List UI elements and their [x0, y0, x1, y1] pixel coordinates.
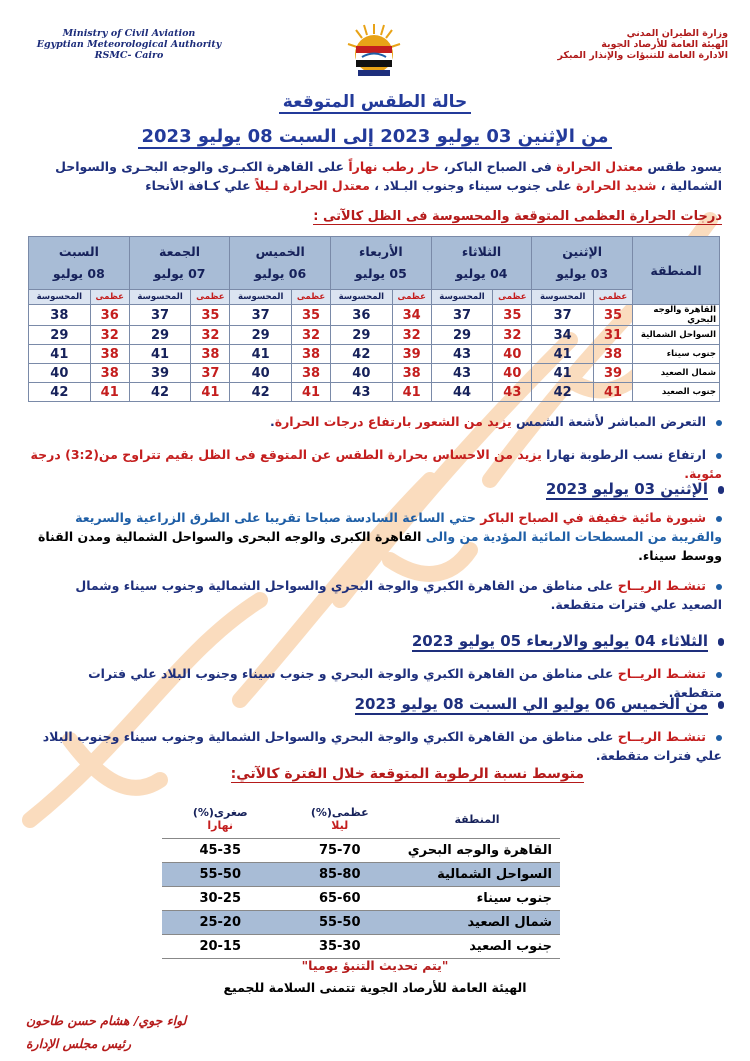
feels-temp-cell: 42: [331, 345, 393, 364]
temperature-table: [28, 236, 720, 402]
max-temp-cell: 38: [292, 345, 331, 364]
feels-subheader: المحسوسة: [230, 290, 292, 305]
max-temp-cell: 39: [392, 345, 431, 364]
daily-update-note: "يتم تحديث التنبؤ يوميا": [301, 958, 449, 973]
hum-max-cell: 65-60: [278, 887, 401, 911]
max-subheader: عظمى: [292, 290, 331, 305]
feels-temp-cell: 29: [129, 326, 191, 345]
page-title: [0, 92, 750, 112]
day3-wind: [32, 727, 722, 765]
intro-highlight: شديد الحرارة: [575, 178, 657, 193]
feels-temp-cell: 44: [431, 383, 493, 402]
max-temp-cell: 41: [292, 383, 331, 402]
humidity-header-row: [162, 800, 560, 839]
hum-min-cell: 20-15: [162, 935, 278, 959]
fog-text: حتي الساعة السادسة صباحا تقريبا على الطرق الزراعية والسريعة والقريبة من المسطحات المائية المؤدية من والى: [75, 510, 722, 544]
max-temp-cell: 35: [191, 305, 230, 326]
header-en-line: RSMC- Cairo: [94, 50, 164, 61]
max-subheader: عظمى: [493, 290, 532, 305]
max-temp-cell: 34: [392, 305, 431, 326]
intro-text: يسود طقس: [643, 159, 722, 174]
fog-highlight: شبورة مائية خفيفة في الصباح الباكر: [480, 510, 706, 525]
day-header: [431, 237, 532, 290]
feels-temp-cell: 43: [331, 383, 393, 402]
max-temp-cell: 38: [90, 345, 129, 364]
max-temp-cell: 35: [493, 305, 532, 326]
wind-text: على مناطق من القاهرة الكبري والوجة البحري والسواحل الشمالية وجنوب سيناء وشمال الصعيد علي فترات متقطعة.: [75, 578, 722, 612]
max-temp-cell: 35: [292, 305, 331, 326]
day-name: السبت: [58, 244, 99, 259]
hum-max-header: [278, 800, 401, 839]
day1-heading-text: الإثنين 03 يوليو 2023: [545, 480, 708, 498]
authority-logo-icon: [342, 20, 406, 84]
max-temp-cell: 37: [191, 364, 230, 383]
wind-highlight: تنشـط الريــاح: [617, 729, 706, 744]
max-temp-cell: 38: [90, 364, 129, 383]
feels-temp-cell: 42: [230, 383, 292, 402]
day-name: الإثنين: [562, 244, 603, 259]
feels-subheader: المحسوسة: [532, 290, 594, 305]
max-temp-cell: 39: [593, 364, 632, 383]
max-temp-cell: 38: [191, 345, 230, 364]
feels-subheader: المحسوسة: [331, 290, 393, 305]
hum-region-cell: السواحل الشمالية: [401, 863, 560, 887]
feels-temp-cell: 40: [331, 364, 393, 383]
bullet-icon: [716, 672, 722, 678]
table-row: [29, 383, 720, 402]
bullet-icon: [716, 453, 722, 459]
note-sun: [122, 412, 722, 431]
table-row: [162, 911, 560, 935]
humidity-table: [162, 800, 560, 959]
day-date: 08 يوليو: [52, 266, 105, 281]
day-name: الجمعة: [159, 244, 201, 259]
hum-min-cell: 45-35: [162, 839, 278, 863]
intro-paragraph: [22, 157, 722, 195]
max-temp-cell: 31: [593, 326, 632, 345]
feels-temp-cell: 29: [431, 326, 493, 345]
feels-temp-cell: 43: [431, 345, 493, 364]
region-cell: السواحل الشمالية: [633, 326, 720, 345]
day3-heading: [355, 695, 724, 713]
hum-max-label: عظمى(%): [310, 806, 369, 819]
forecast-period-text: من الإثنين 03 يوليو 2023 إلى السبت 08 يوليو 2023: [138, 126, 613, 149]
header-ar-line: الهيئة العامة للأرصاد الجوية: [601, 39, 728, 50]
intro-highlight: معتدل الحرارة: [556, 159, 644, 174]
feels-temp-cell: 41: [29, 345, 91, 364]
hum-region-cell: جنوب سيناء: [401, 887, 560, 911]
max-temp-cell: 32: [493, 326, 532, 345]
max-temp-cell: 41: [90, 383, 129, 402]
fog-areas: القاهرة الكبرى والوجه البحرى والسواحل الشمالية ومدن القناة ووسط سيناء.: [37, 529, 722, 563]
bullet-icon: [718, 486, 724, 494]
bullet-icon: [716, 420, 722, 426]
max-temp-cell: 41: [191, 383, 230, 402]
feels-temp-cell: 29: [29, 326, 91, 345]
max-temp-cell: 40: [493, 345, 532, 364]
day-name: الثلاثاء: [461, 244, 502, 259]
max-subheader: عظمى: [593, 290, 632, 305]
hum-region-header: المنطقة: [401, 800, 560, 839]
note-text: التعرض المباشر لأشعة الشمس: [511, 414, 706, 429]
hum-min-cell: 25-20: [162, 911, 278, 935]
table-row: [29, 345, 720, 364]
hum-max-sub: ليلا: [331, 819, 349, 832]
intro-highlight: معتدل الحرارة لـيلاً: [254, 178, 370, 193]
hum-region-cell: شمال الصعيد: [401, 911, 560, 935]
note-highlight: يزيد من الاحساس بحرارة الطقس: [335, 447, 542, 462]
day-header: [331, 237, 432, 290]
table-row: [162, 935, 560, 959]
table-row: [29, 364, 720, 383]
max-subheader: عظمى: [392, 290, 431, 305]
hum-min-label: صغرى(%): [192, 806, 248, 819]
day-date: 05 يوليو: [354, 266, 407, 281]
max-temp-cell: 38: [292, 364, 331, 383]
feels-temp-cell: 41: [129, 345, 191, 364]
hum-min-cell: 55-50: [162, 863, 278, 887]
day1-heading: [546, 480, 724, 498]
max-temp-cell: 38: [392, 364, 431, 383]
note-highlight: يزيد من الشعور بارتفاع درجات الحرارة: [274, 414, 512, 429]
feels-temp-cell: 42: [532, 383, 594, 402]
max-temp-cell: 35: [593, 305, 632, 326]
day2-heading-text: الثلاثاء 04 يوليو والاربعاء 05 يوليو 2023: [411, 632, 708, 650]
humidity-heading: متوسط نسبة الرطوبة المتوقعة خلال الفترة كالآتي:: [230, 766, 584, 782]
signature-title: رئيس مجلس الإدارة: [26, 1036, 131, 1051]
day-header: [29, 237, 130, 290]
header-ar-line: وزارة الطيران المدني: [626, 28, 728, 39]
hum-region-cell: القاهرة والوجه البحري: [401, 839, 560, 863]
region-cell: جنوب الصعيد: [633, 383, 720, 402]
intro-text: علي كـافة الأنحاء: [145, 178, 255, 193]
hum-min-sub: نهارا: [207, 819, 234, 832]
feels-subheader: المحسوسة: [29, 290, 91, 305]
feels-temp-cell: 41: [532, 345, 594, 364]
hum-min-header: [162, 800, 278, 839]
feels-temp-cell: 42: [129, 383, 191, 402]
max-subheader: عظمى: [90, 290, 129, 305]
region-cell: القاهرة والوجه البحري: [633, 305, 720, 326]
max-temp-cell: 41: [593, 383, 632, 402]
max-temp-cell: 32: [392, 326, 431, 345]
wind-highlight: تنشـط الريــاح: [617, 666, 706, 681]
header-ar-line: الادارة العامة للتنبؤات والإنذار المبكر: [557, 50, 728, 61]
day-date: 03 يوليو: [556, 266, 609, 281]
feels-temp-cell: 42: [29, 383, 91, 402]
feels-temp-cell: 36: [331, 305, 393, 326]
feels-temp-cell: 40: [29, 364, 91, 383]
feels-temp-cell: 38: [29, 305, 91, 326]
wind-highlight: تنشـط الريــاح: [617, 578, 706, 593]
intro-text: فى الصباح الباكر،: [439, 159, 557, 174]
hum-max-cell: 85-80: [278, 863, 401, 887]
bullet-icon: [716, 516, 722, 522]
note-text: ارتفاع نسب الرطوبة نهارا: [541, 447, 706, 462]
day-header: [532, 237, 633, 290]
note-humidity: [22, 445, 722, 483]
note-text: عن المتوقع فى الظل بقيم تتراوح من(3:2) درجة مئوية.: [30, 447, 722, 481]
max-temp-cell: 32: [90, 326, 129, 345]
feels-temp-cell: 34: [532, 326, 594, 345]
header-en-line: Ministry of Civil Aviation: [62, 28, 196, 39]
intro-text: على جنوب سيناء وجنوب البـلاد ،: [369, 178, 576, 193]
day2-heading: [412, 632, 724, 650]
table-row: [162, 839, 560, 863]
bullet-icon: [716, 735, 722, 741]
day-name: الخميس: [255, 244, 305, 259]
day1-wind: [32, 576, 722, 614]
page-title-text: حالة الطقس المتوقعة: [279, 92, 471, 114]
bullet-icon: [718, 701, 724, 709]
day-date: 07 يوليو: [153, 266, 206, 281]
temperature-heading: درجات الحرارة العظمى المتوقعة والمحسوسة فى الظل كالآتى :: [313, 209, 722, 224]
table-row: [29, 305, 720, 326]
table-row: [29, 326, 720, 345]
wind-text: على مناطق من القاهرة الكبري والوجة البحري والسواحل الشمالية وجنوب سيناء وجنوب البلاد علي فترات متقطعة.: [42, 729, 722, 763]
feels-subheader: المحسوسة: [129, 290, 191, 305]
intro-text: على القاهرة الكبـرى والوجه البحـرى والسواحل الشمالية ،: [55, 159, 722, 193]
day3-heading-text: من الخميس 06 يوليو الي السبت 08 يوليو 2023: [354, 695, 708, 713]
day1-fog: [32, 508, 722, 565]
max-temp-cell: 32: [292, 326, 331, 345]
hum-min-cell: 30-25: [162, 887, 278, 911]
hum-region-cell: جنوب الصعيد: [401, 935, 560, 959]
max-temp-cell: 41: [392, 383, 431, 402]
feels-temp-cell: 41: [532, 364, 594, 383]
region-cell: جنوب سيناء: [633, 345, 720, 364]
hum-max-cell: 75-70: [278, 839, 401, 863]
max-subheader: عظمى: [191, 290, 230, 305]
max-temp-cell: 36: [90, 305, 129, 326]
feels-temp-cell: 29: [331, 326, 393, 345]
forecast-period: [0, 126, 750, 147]
feels-temp-cell: 37: [532, 305, 594, 326]
max-temp-cell: 38: [593, 345, 632, 364]
feels-subheader: المحسوسة: [431, 290, 493, 305]
day-header: [129, 237, 230, 290]
hum-max-cell: 35-30: [278, 935, 401, 959]
note-text: .: [269, 414, 275, 429]
max-temp-cell: 43: [493, 383, 532, 402]
header-en-line: Egyptian Meteorological Authority: [36, 39, 222, 50]
feels-temp-cell: 40: [230, 364, 292, 383]
bullet-icon: [716, 584, 722, 590]
day-header: [230, 237, 331, 290]
safety-wish: الهيئة العامة للأرصاد الجوية تتمنى السلامة للجميع: [223, 980, 527, 995]
wind-text: على مناطق من القاهرة الكبري والوجة البحري و جنوب سيناء وجنوب البلاد علي فترات متقطعة.: [88, 666, 722, 700]
signature-name: لواء جوي/ هشام حسن طاحون: [26, 1013, 187, 1028]
feels-temp-cell: 41: [230, 345, 292, 364]
day-name: الأربعاء: [359, 244, 403, 259]
day-date: 04 يوليو: [455, 266, 508, 281]
feels-temp-cell: 37: [230, 305, 292, 326]
region-header: المنطقة: [633, 237, 720, 305]
header-english: [24, 28, 234, 61]
hum-max-cell: 55-50: [278, 911, 401, 935]
feels-temp-cell: 29: [230, 326, 292, 345]
feels-temp-cell: 37: [431, 305, 493, 326]
max-temp-cell: 32: [191, 326, 230, 345]
table-row: [162, 887, 560, 911]
day-date: 06 يوليو: [254, 266, 307, 281]
max-temp-cell: 40: [493, 364, 532, 383]
region-cell: شمال الصعيد: [633, 364, 720, 383]
feels-temp-cell: 39: [129, 364, 191, 383]
feels-temp-cell: 43: [431, 364, 493, 383]
intro-highlight: حار رطب نهاراً: [348, 159, 440, 174]
header-arabic: [508, 28, 728, 61]
feels-temp-cell: 37: [129, 305, 191, 326]
table-row: [162, 863, 560, 887]
bullet-icon: [718, 638, 724, 646]
